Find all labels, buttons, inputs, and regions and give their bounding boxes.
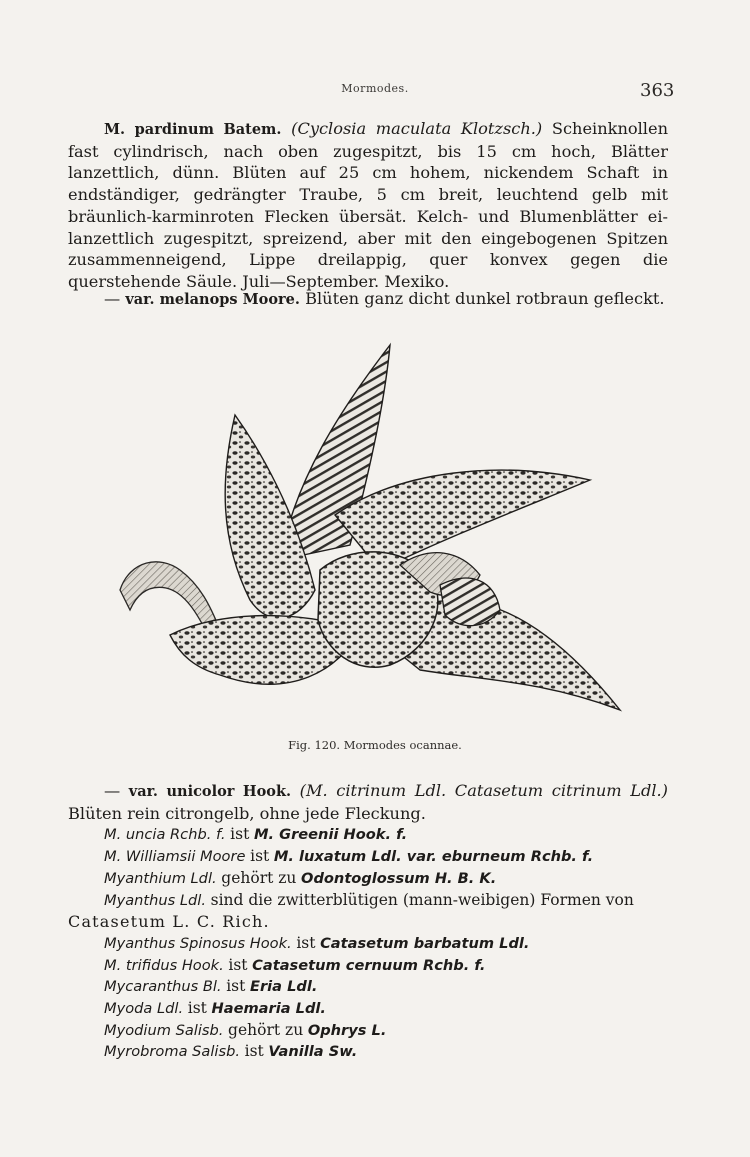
page-number: 363 <box>640 80 675 101</box>
synonym-line <box>68 824 668 846</box>
em-dash: — <box>104 289 121 308</box>
synonym-source: Myrobroma Salisb. <box>104 1043 240 1061</box>
variety-melanops <box>68 288 668 311</box>
variety-unicolor <box>68 780 668 1063</box>
species-name: M. pardinum Batem. <box>104 121 282 138</box>
synonym-line <box>68 868 668 890</box>
entry-pardinum <box>68 118 668 293</box>
synonym-verb: gehört zu <box>221 868 297 887</box>
synonym-source: M. uncia Rchb. f. <box>104 826 226 844</box>
em-dash: — <box>104 781 121 800</box>
synonym-source: Mycaranthus Bl. <box>104 978 222 996</box>
running-head: Mormodes. <box>341 82 409 95</box>
variety-description: Blüten rein citrongelb, ohne jede Fleckung. <box>68 803 426 823</box>
synonym-target: Vanilla Sw. <box>268 1043 358 1061</box>
synonym-source: Myanthus Spinosus Hook. <box>104 934 292 952</box>
note-continuation: Catasetum L. C. Rich. <box>68 912 270 932</box>
variety-synonym: (M. citrinum Ldl. Catasetum citrinum Ldl.) <box>299 781 668 800</box>
synonym-target: Odontoglossum H. B. K. <box>301 869 497 887</box>
variety-name: var. unicolor Hook. <box>128 783 292 800</box>
variety-name: var. melanops Moore. <box>125 291 300 308</box>
synonym-target: Haemaria Ldl. <box>211 1000 326 1018</box>
synonym-source: M. Williamsii Moore <box>104 848 246 866</box>
species-synonym: (Cyclosia maculata Klotzsch.) <box>291 119 543 138</box>
synonym-source: Myodium Salisb. <box>104 1021 224 1039</box>
synonym-verb: ist <box>296 933 316 952</box>
orchid-illustration <box>100 330 660 740</box>
synonym-verb: ist <box>226 977 246 996</box>
synonym-target: Eria Ldl. <box>249 978 318 996</box>
synonym-verb: ist <box>244 1042 264 1061</box>
note-text: sind die zwitterblütigen (mann-weibigen) Formen von <box>210 890 634 909</box>
synonym-line <box>68 1041 668 1063</box>
synonym-line <box>68 976 668 998</box>
synonym-target: M. luxatum Ldl. var. eburneum Rchb. f. <box>273 848 594 866</box>
lip-curl <box>440 578 500 626</box>
synonym-line <box>68 846 668 868</box>
synonym-target: Ophrys L. <box>307 1021 387 1039</box>
synonym-source: Myanthium Ldl. <box>104 869 217 887</box>
species-description: Scheinknollen fast cylindrisch, nach oben zugespitzt, bis 15 cm hoch, Blätter lanzettlich, dünn. Blüten auf 25 cm hohem, nickendem Schaft in endständiger, gedrängter Traube, 5 cm breit, leuchtend gelb mit bräunlich-karminroten Flecken übersät. Kelch- und Blumenblätter ei-lanzettlich zugespitzt, spreizend, aber mit den eingebogenen Spitzen zusammenneigend, Lippe dreilappig, quer konvex gegen die querstehende Säule. Juli—September. Mexiko. <box>68 119 668 291</box>
synonym-verb: ist <box>187 999 207 1018</box>
synonym-line <box>68 955 668 977</box>
entry-paragraph <box>68 118 668 293</box>
synonym-verb: ist <box>250 847 270 866</box>
figure-caption: Fig. 120. Mormodes ocannae. <box>288 738 462 752</box>
synonym-line <box>68 1020 668 1042</box>
synonym-line <box>68 998 668 1020</box>
variety-description: Blüten ganz dicht dunkel rotbraun gefleckt. <box>305 289 665 308</box>
synonym-target: Catasetum cernuum Rchb. f. <box>252 956 486 974</box>
synonym-verb: ist <box>230 825 250 844</box>
variety-paragraph <box>68 288 668 311</box>
synonym-verb: ist <box>228 955 248 974</box>
synonym-source: Myanthus Ldl. <box>104 891 206 909</box>
synonym-source: M. trifidus Hook. <box>104 956 224 974</box>
synonym-target: Catasetum barbatum Ldl. <box>320 934 530 952</box>
synonym-source: Myoda Ldl. <box>104 1000 184 1018</box>
synonym-target: M. Greenii Hook. f. <box>253 826 408 844</box>
synonym-line <box>68 933 668 955</box>
synonym-verb: gehört zu <box>228 1020 304 1039</box>
unicolor-paragraph <box>68 780 668 824</box>
myanthus-note <box>68 890 668 912</box>
